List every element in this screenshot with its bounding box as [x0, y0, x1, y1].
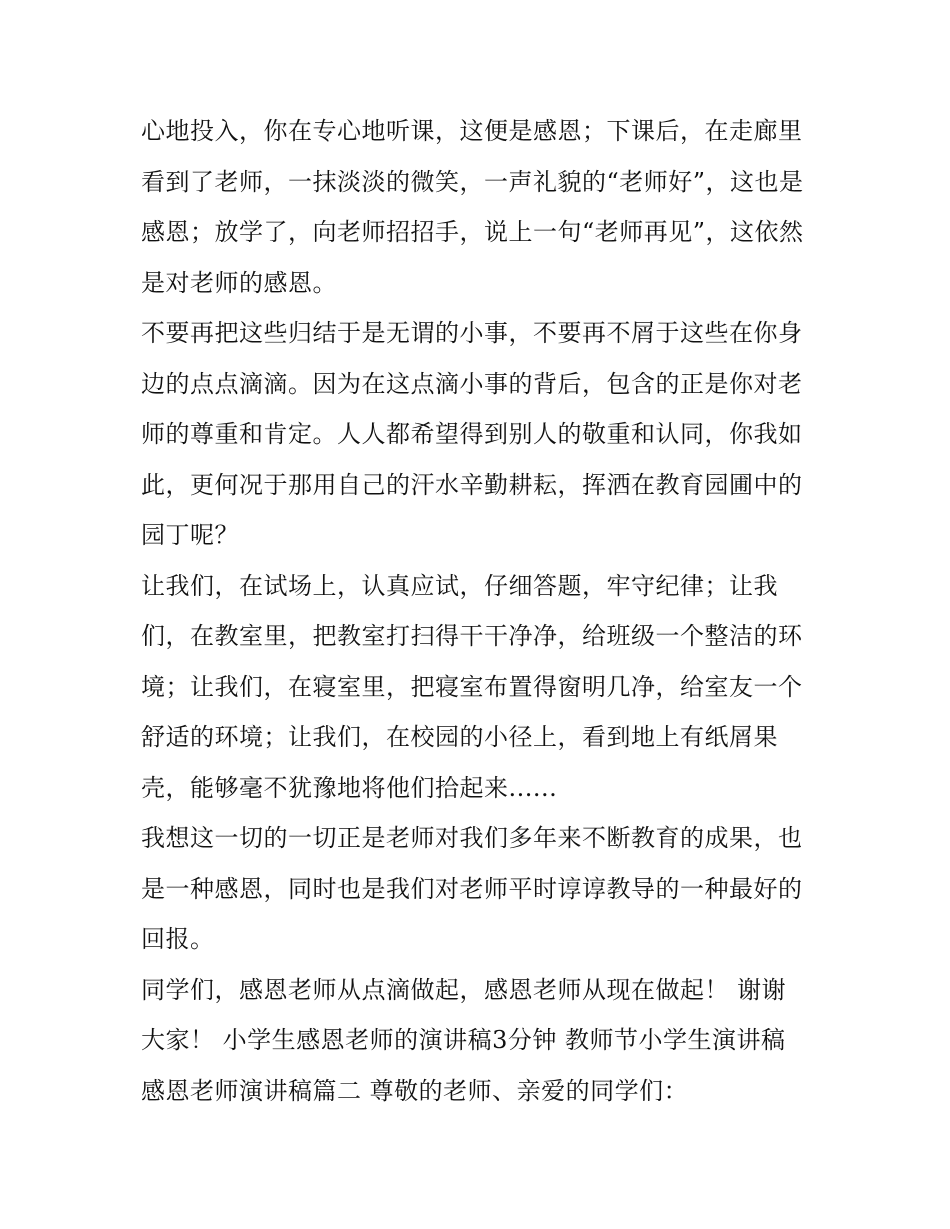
- text-line-6: 边的点点滴滴。因为在这点滴小事的背后，包含的正是你对老: [141, 369, 803, 398]
- text-line-12: 境；让我们，在寝室里，把寝室布置得窗明几净，给室友一个: [141, 672, 803, 701]
- text-line-13: 舒适的环境；让我们，在校园的小径上，看到地上有纸屑果: [141, 723, 778, 751]
- text-line-4: 是对老师的感恩。: [141, 268, 337, 297]
- text-line-5: 不要再把这些归结于是无谓的小事，不要再不屑于这些在你身: [141, 319, 803, 347]
- text-line-20: 感恩老师演讲稿篇二 尊敬的老师、亲爱的同学们：: [141, 1076, 689, 1105]
- text-line-8: 此，更何况于那用自己的汗水辛勤耕耘，挥洒在教育园圃中的: [141, 470, 803, 499]
- text-line-9: 园丁呢？: [141, 521, 239, 549]
- text-line-15: 我想这一切的一切正是老师对我们多年来不断教育的成果，也: [141, 824, 803, 852]
- text-line-1: 心地投入，你在专心地听课，这便是感恩；下课后，在走廊里: [141, 117, 803, 145]
- text-line-7: 师的尊重和肯定。人人都希望得到别人的敬重和认同，你我如: [141, 420, 803, 448]
- text-line-10: 让我们，在试场上，认真应试，仔细答题，牢守纪律；让我: [141, 571, 778, 600]
- text-line-16: 是一种感恩，同时也是我们对老师平时谆谆教导的一种最好的: [141, 874, 803, 903]
- text-line-14: 壳，能够毫不犹豫地将他们拾起来......: [141, 773, 558, 802]
- text-line-3: 感恩；放学了，向老师招招手，说上一句“老师再见”，这依然: [141, 218, 804, 246]
- text-line-17: 回报。: [141, 925, 215, 953]
- text-line-11: 们，在教室里，把教室打扫得干干净净，给班级一个整洁的环: [141, 622, 803, 650]
- text-line-2: 看到了老师，一抹淡淡的微笑，一声礼貌的“老师好”，这也是: [141, 167, 804, 196]
- speech-text-body: [141, 106, 813, 1116]
- text-line-18: 同学们，感恩老师从点滴做起，感恩老师从现在做起！ 谢谢: [141, 975, 787, 1004]
- text-line-19: 大家！ 小学生感恩老师的演讲稿3分钟 教师节小学生演讲稿: [141, 1026, 786, 1054]
